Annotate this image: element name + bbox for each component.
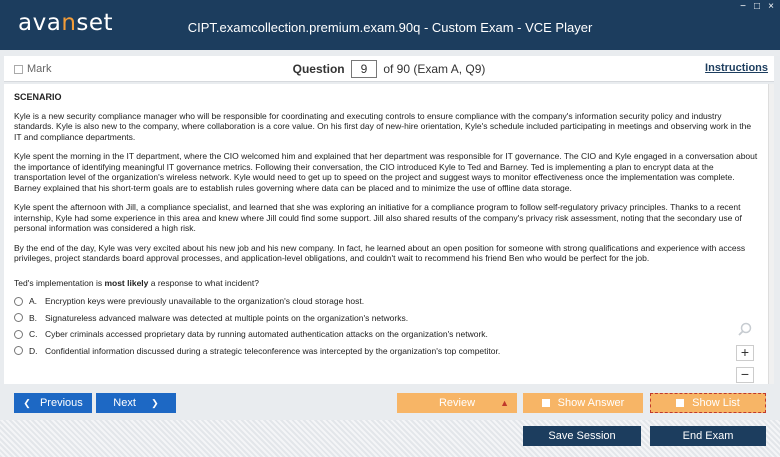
review-button[interactable]: Review ▲ bbox=[397, 393, 517, 413]
avanset-logo: avanset bbox=[18, 10, 114, 36]
radio-button[interactable] bbox=[14, 313, 23, 322]
close-icon[interactable]: × bbox=[768, 1, 774, 12]
session-bar bbox=[0, 424, 780, 448]
checkbox-icon bbox=[542, 399, 550, 407]
question-navigator bbox=[4, 60, 774, 78]
option-letter: B. bbox=[29, 312, 38, 323]
scenario-paragraph: By the end of the day, Kyle was very excited about his new job and his new company. In fact, he learned about an open position for someone with strong qualifications and experience with access privileges, project standards board approval processes, and application-level obligations, and couldn't wait to recommend his friend Ben who would be perfect for the job. bbox=[14, 242, 746, 263]
answer-option-a[interactable] bbox=[14, 296, 758, 307]
window-title: CIPT.examcollection.premium.exam.90q - Custom Exam - VCE Player bbox=[187, 20, 593, 35]
option-letter: C. bbox=[29, 329, 38, 339]
magnifier-icon bbox=[738, 322, 752, 339]
answer-option-c[interactable] bbox=[14, 329, 758, 340]
option-text: Cyber criminals accessed proprietary data by running automated authentication attacks on the organization's network. bbox=[45, 329, 488, 339]
question-label: Question bbox=[292, 62, 345, 76]
answer-option-d[interactable] bbox=[14, 346, 758, 357]
end-exam-button[interactable]: End Exam bbox=[650, 426, 766, 446]
scenario-paragraph: Kyle is a new security compliance manager who will be responsible for coordinating and executing controls to ensure compliance with the company's information security policy and industry standards. Kyle is also new to the company, where collaboration is a core value. On his first day of new-hire orientation, Kyle's schedule included participating in meetings and observing work in the IT and compliance departments. bbox=[14, 110, 752, 142]
scenario-paragraph: Kyle spent the afternoon with Jill, a compliance specialist, and learned that she was exploring an initiative for a compliance program to follow self-regulatory privacy principles. Thanks to a recent internship, Kyle had some experience in this area and knew where Jill could find some support. Jill also shared results of the company's privacy risk assessment, noting that the secondary use of personal information was considered a high risk. bbox=[14, 202, 742, 233]
instructions-link[interactable]: Instructions bbox=[705, 62, 768, 74]
chevron-left-icon: ❮ bbox=[23, 397, 31, 408]
option-letter: A. bbox=[29, 296, 38, 306]
window-controls bbox=[738, 2, 776, 12]
option-text: Confidential information discussed during a strategic teleconference was intercepted by the organization's top competitor. bbox=[45, 345, 501, 356]
scenario-title: SCENARIO bbox=[14, 92, 62, 102]
option-text: Signatureless advanced malware was detected at multiple points on the organization's networks. bbox=[45, 312, 409, 323]
answer-option-b[interactable] bbox=[14, 313, 758, 324]
save-session-button[interactable]: Save Session bbox=[523, 426, 641, 446]
zoom-in-button[interactable]: + bbox=[736, 345, 754, 361]
zoom-controls bbox=[736, 322, 754, 383]
option-text: Encryption keys were previously unavailable to the organization's cloud storage host. bbox=[45, 296, 365, 306]
content-scrollbar[interactable] bbox=[768, 84, 774, 384]
show-list-button[interactable]: Show List bbox=[650, 393, 766, 413]
radio-button[interactable] bbox=[14, 346, 23, 355]
checkbox-icon bbox=[676, 399, 684, 407]
caret-up-icon: ▲ bbox=[500, 398, 509, 408]
question-number-input[interactable]: 9 bbox=[351, 60, 377, 78]
maximize-icon[interactable]: □ bbox=[753, 1, 761, 12]
scenario-paragraph: Kyle spent the morning in the IT department, where the CIO welcomed him and explained that her department was responsible for IT governance. The CIO and Kyle engaged in a conversation about the importance of identifying meaningful IT governance metrics. Following their conversation, the CIO introduced Kyle to Ted and Barney. Ted is implementing a plan to encrypt data at the transportation level of the organization's wireless network. Kyle would need to get up to speed on the project and suggest ways to monitor effectiveness once the implementation was complete. Barney explained that his short-term goals are to establish rules governing where data can be placed and to minimize the use of offline data storage. bbox=[14, 151, 758, 193]
mark-label: Mark bbox=[27, 63, 52, 75]
previous-button[interactable]: ❮ Previous bbox=[14, 393, 92, 413]
question-content bbox=[4, 84, 768, 384]
title-bar bbox=[0, 0, 780, 50]
question-prompt: Ted's implementation is most likely a response to what incident? bbox=[14, 277, 259, 288]
minimize-icon[interactable]: − bbox=[740, 1, 746, 12]
navigation-bar bbox=[4, 390, 774, 416]
zoom-out-button[interactable]: − bbox=[736, 367, 754, 383]
next-button[interactable]: Next ❯ bbox=[96, 393, 176, 413]
question-count: of 90 (Exam A, Q9) bbox=[383, 62, 486, 76]
radio-button[interactable] bbox=[14, 330, 23, 339]
radio-button[interactable] bbox=[14, 297, 23, 306]
show-answer-button[interactable]: Show Answer bbox=[523, 393, 643, 413]
question-header bbox=[4, 56, 774, 82]
chevron-right-icon: ❯ bbox=[151, 397, 159, 408]
option-letter: D. bbox=[29, 345, 38, 356]
